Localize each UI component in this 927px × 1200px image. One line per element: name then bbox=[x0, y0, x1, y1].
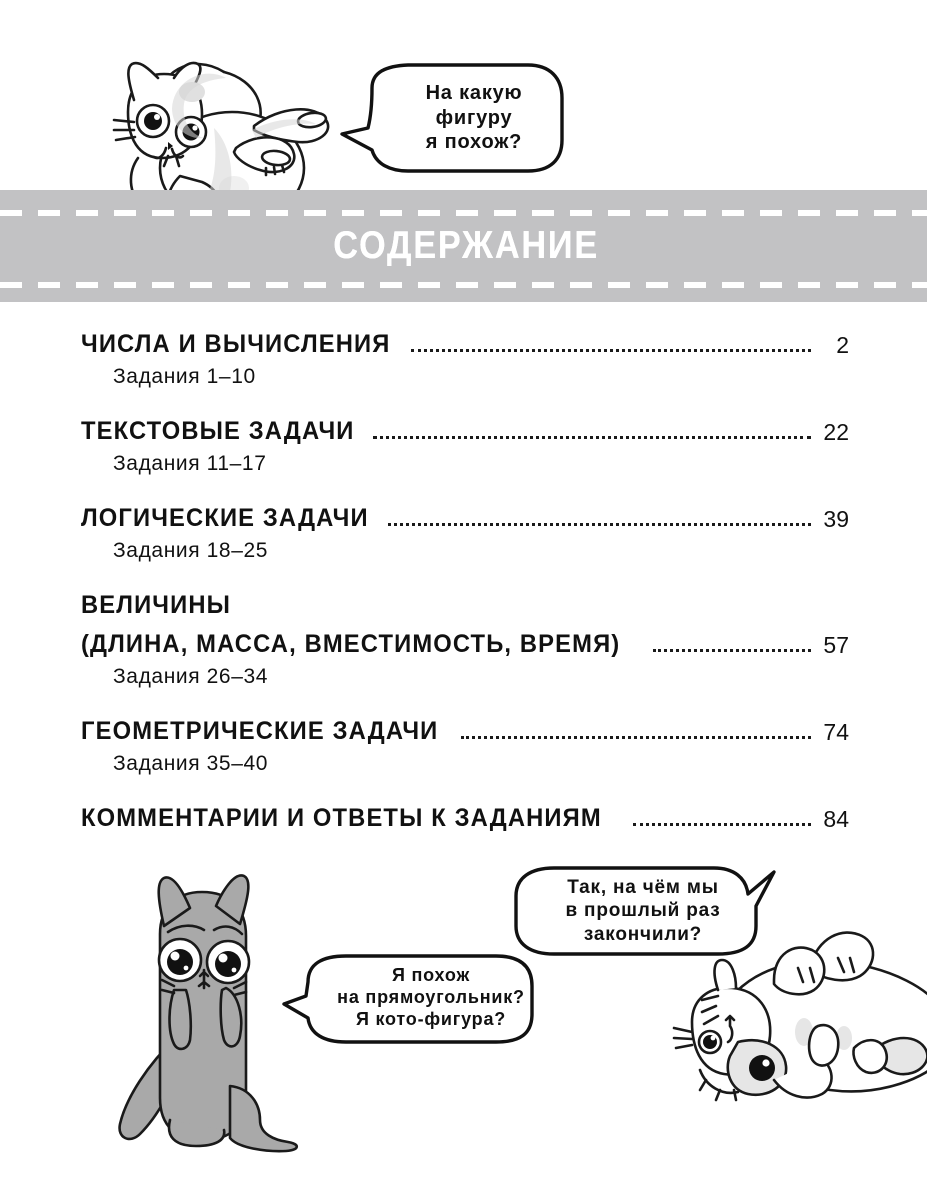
toc-entry-title: (ДЛИНА, МАССА, ВМЕСТИМОСТЬ, ВРЕМЯ) bbox=[81, 630, 621, 658]
bubble-bl-line3: Я кото-фигура? bbox=[355, 1008, 507, 1029]
toc-leader-dots bbox=[373, 435, 811, 439]
toc-leader-dots bbox=[633, 822, 811, 826]
page-title: СОДЕРЖАНИЕ bbox=[333, 224, 599, 267]
speech-bubble-bottom-left bbox=[282, 948, 544, 1048]
toc-entry-subtitle: Задания 1–10 bbox=[113, 365, 256, 388]
header-band bbox=[0, 190, 927, 302]
toc-entry-page: 22 bbox=[823, 419, 849, 445]
toc-entry-subtitle: Задания 11–17 bbox=[113, 452, 267, 475]
spacer bbox=[81, 476, 849, 504]
toc-entry-page: 84 bbox=[823, 806, 849, 832]
toc-entry-page: 39 bbox=[823, 506, 849, 532]
toc-entry-page: 2 bbox=[836, 332, 849, 358]
speech-bubble-top bbox=[330, 58, 570, 178]
spacer bbox=[81, 776, 849, 804]
toc-leader-dots bbox=[411, 348, 811, 352]
toc-entry-title: ТЕКСТОВЫЕ ЗАДАЧИ bbox=[81, 417, 355, 445]
bubble-br-line1: Так, на чём мы bbox=[567, 877, 719, 899]
bubble-top-line3: я похож? bbox=[425, 131, 523, 154]
bubble-bl-line2: на прямоугольник? bbox=[337, 987, 525, 1008]
toc-entry-subtitle: Задания 18–25 bbox=[113, 539, 269, 562]
toc-entry-title-line1: ВЕЛИЧИНЫ bbox=[81, 591, 232, 619]
spacer bbox=[81, 563, 849, 591]
toc-entry[interactable] bbox=[81, 717, 849, 776]
bubble-bl-line1: Я похож bbox=[391, 965, 471, 986]
toc-entry-page: 74 bbox=[823, 719, 849, 745]
spacer bbox=[81, 689, 849, 717]
toc-entry[interactable] bbox=[81, 804, 849, 833]
toc-leader-dots bbox=[461, 735, 811, 739]
bubble-br-line2: в прошлый раз bbox=[565, 900, 721, 922]
toc-entry-title: ГЕОМЕТРИЧЕСКИЕ ЗАДАЧИ bbox=[81, 717, 439, 745]
bubble-top-line2: фигуру bbox=[435, 106, 513, 129]
toc-entry-title: КОММЕНТАРИИ И ОТВЕТЫ К ЗАДАНИЯМ bbox=[81, 804, 602, 832]
toc-entry[interactable] bbox=[81, 330, 849, 389]
bubble-br-line3: закончили? bbox=[583, 923, 703, 945]
toc-entry-title: ЛОГИЧЕСКИЕ ЗАДАЧИ bbox=[81, 504, 369, 532]
toc-entry-subtitle: Задания 26–34 bbox=[113, 665, 269, 688]
lying-cat-illustration bbox=[678, 930, 927, 1135]
toc-entry-subtitle: Задания 35–40 bbox=[113, 752, 269, 775]
toc-entry[interactable] bbox=[81, 417, 849, 476]
toc-entry-title: ЧИСЛА И ВЫЧИСЛЕНИЯ bbox=[81, 330, 391, 358]
toc-leader-dots bbox=[653, 648, 811, 652]
toc-entry[interactable] bbox=[81, 504, 849, 563]
table-of-contents bbox=[81, 330, 849, 833]
spacer bbox=[81, 389, 849, 417]
toc-entry[interactable] bbox=[81, 591, 849, 689]
toc-entry-page: 57 bbox=[823, 632, 849, 658]
bubble-top-line1: На какую bbox=[425, 82, 523, 105]
toc-leader-dots bbox=[388, 522, 811, 526]
